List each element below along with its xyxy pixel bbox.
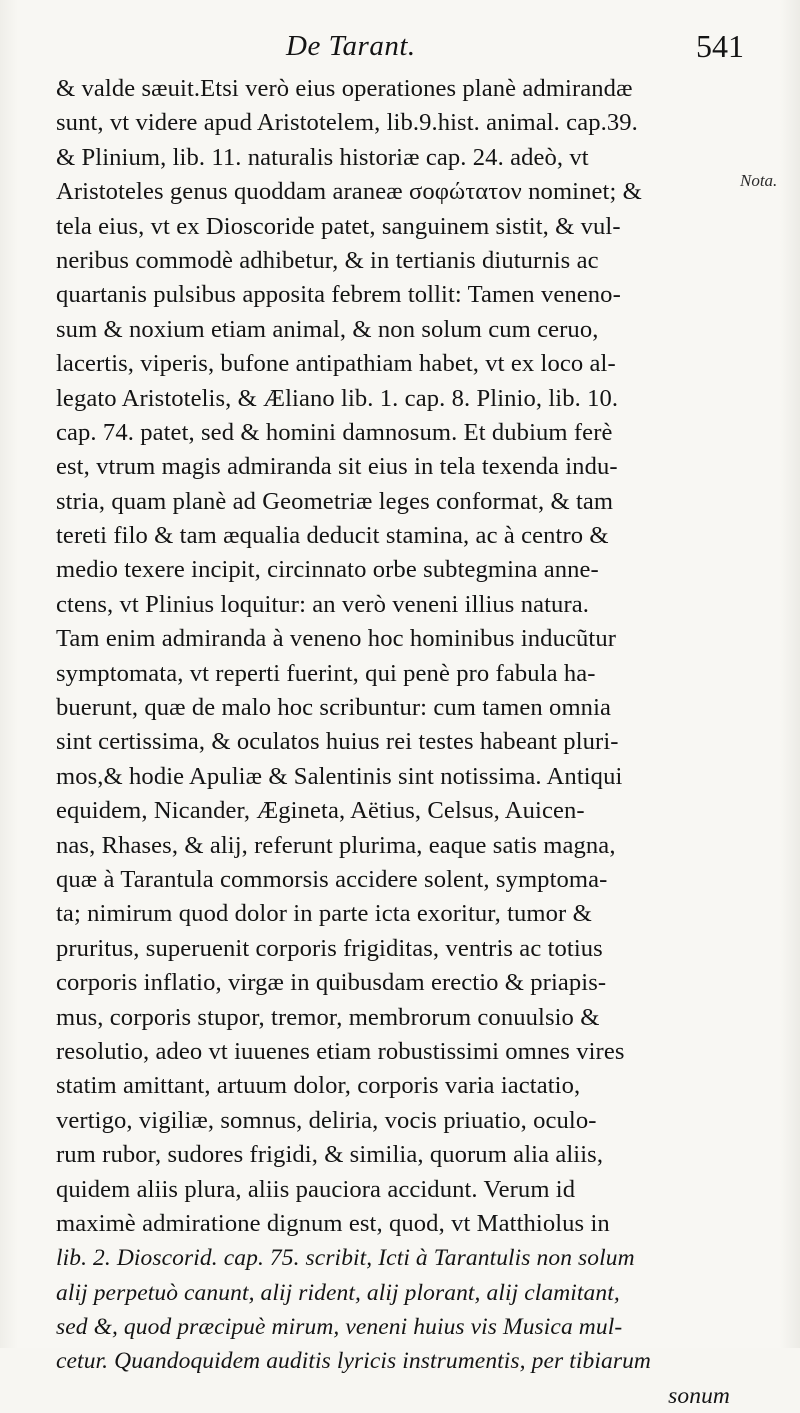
page-number: 541 bbox=[696, 28, 744, 64]
text-line: nas, Rhases, & alij, referunt plurima, eaque satis magna, bbox=[56, 831, 616, 859]
text-line: neribus commodè adhibetur, & in tertianis diuturnis ac bbox=[56, 246, 599, 274]
text-line: alij perpetuò canunt, alij rident, alij plorant, alij clamitant, bbox=[56, 1279, 620, 1306]
text-line: vertigo, vigiliæ, somnus, deliria, vocis priuatio, oculo- bbox=[56, 1106, 597, 1134]
running-title: De Tarant. bbox=[286, 30, 416, 62]
text-line: est, vtrum magis admiranda sit eius in tela texenda indu- bbox=[56, 453, 618, 481]
text-line: buerunt, quæ de malo hoc scribuntur: cum tamen omnia bbox=[56, 694, 612, 722]
text-line: rum rubor, sudores frigidi, & similia, quorum alia aliis, bbox=[56, 1141, 604, 1169]
text-line: medio texere incipit, circinnato orbe subtegmina anne- bbox=[56, 556, 599, 584]
text-line: cetur. Quandoquidem auditis lyricis instrumentis, per tibiarum bbox=[56, 1348, 651, 1375]
text-line: tereti filo & tam æqualia deducit stamina, ac à centro & bbox=[56, 522, 609, 550]
text-line: & valde sæuit.Etsi verò eius operationes planè admirandæ bbox=[56, 75, 633, 102]
text-line: & Plinium, lib. 11. naturalis historiæ cap. 24. adeò, vt bbox=[56, 143, 589, 171]
text-line: lib. 2. Dioscorid. cap. 75. scribit, Icti à Tarantulis non solum bbox=[56, 1245, 635, 1272]
text-line: lacertis, viperis, bufone antipathiam habet, vt ex loco al- bbox=[56, 350, 616, 378]
catchword: sonum bbox=[668, 1382, 730, 1409]
text-line: ta; nimirum quod dolor in parte icta exoritur, tumor & bbox=[56, 900, 592, 928]
text-line: resolutio, adeo vt iuuenes etiam robustissimi omnes vires bbox=[56, 1037, 625, 1065]
text-line: corporis inflatio, virgæ in quibusdam erectio & priapis- bbox=[56, 969, 607, 997]
text-line: ctens, vt Plinius loquitur: an verò veneni illius natura. bbox=[56, 590, 590, 618]
text-line: pruritus, superuenit corporis frigiditas, ventris ac totius bbox=[56, 934, 603, 962]
text-line: quidem aliis plura, aliis pauciora accidunt. Verum id bbox=[56, 1175, 576, 1203]
text-line: quartanis pulsibus apposita febrem tollit: Tamen veneno- bbox=[56, 281, 621, 309]
text-line: Aristoteles genus quoddam araneæ σοφώτατον nominet; & bbox=[56, 178, 642, 206]
text-line: tela eius, vt ex Dioscoride patet, sanguinem sistit, & vul- bbox=[56, 212, 621, 240]
text-line: maximè admiratione dignum est, quod, vt Matthiolus in bbox=[56, 1209, 610, 1237]
text-line: mus, corporis stupor, tremor, membrorum conuulsio & bbox=[56, 1003, 600, 1031]
marginal-note: Nota. bbox=[740, 171, 778, 190]
text-line: sum & noxium etiam animal, & non solum cum ceruo, bbox=[56, 315, 599, 343]
body-text bbox=[56, 72, 736, 1413]
text-line: symptomata, vt reperti fuerint, qui penè pro fabula ha- bbox=[56, 659, 596, 687]
text-line: quæ à Tarantula commorsis accidere solent, symptoma- bbox=[56, 865, 608, 893]
page-header bbox=[60, 28, 744, 70]
text-line: statim amittant, artuum dolor, corporis varia iactatio, bbox=[56, 1072, 581, 1100]
text-line: cap. 74. patet, sed & homini damnosum. Et dubium ferè bbox=[56, 418, 613, 446]
text-line: sed &, quod præcipuè mirum, veneni huius vis Musica mul- bbox=[56, 1314, 623, 1341]
text-line: sint certissima, & oculatos huius rei testes habeant pluri- bbox=[56, 728, 619, 756]
text-line: stria, quam planè ad Geometriæ leges conformat, & tam bbox=[56, 487, 614, 515]
text-line: legato Aristotelis, & Æliano lib. 1. cap. 8. Plinio, lib. 10. bbox=[56, 384, 619, 412]
text-line: equidem, Nicander, Ægineta, Aëtius, Celsus, Auicen- bbox=[56, 797, 585, 825]
text-line: mos,& hodie Apuliæ & Salentinis sint notissima. Antiqui bbox=[56, 762, 623, 790]
text-line: Tam enim admiranda à veneno hoc hominibus inducũtur bbox=[56, 625, 617, 653]
text-line: sunt, vt videre apud Aristotelem, lib.9.hist. animal. cap.39. bbox=[56, 109, 638, 137]
